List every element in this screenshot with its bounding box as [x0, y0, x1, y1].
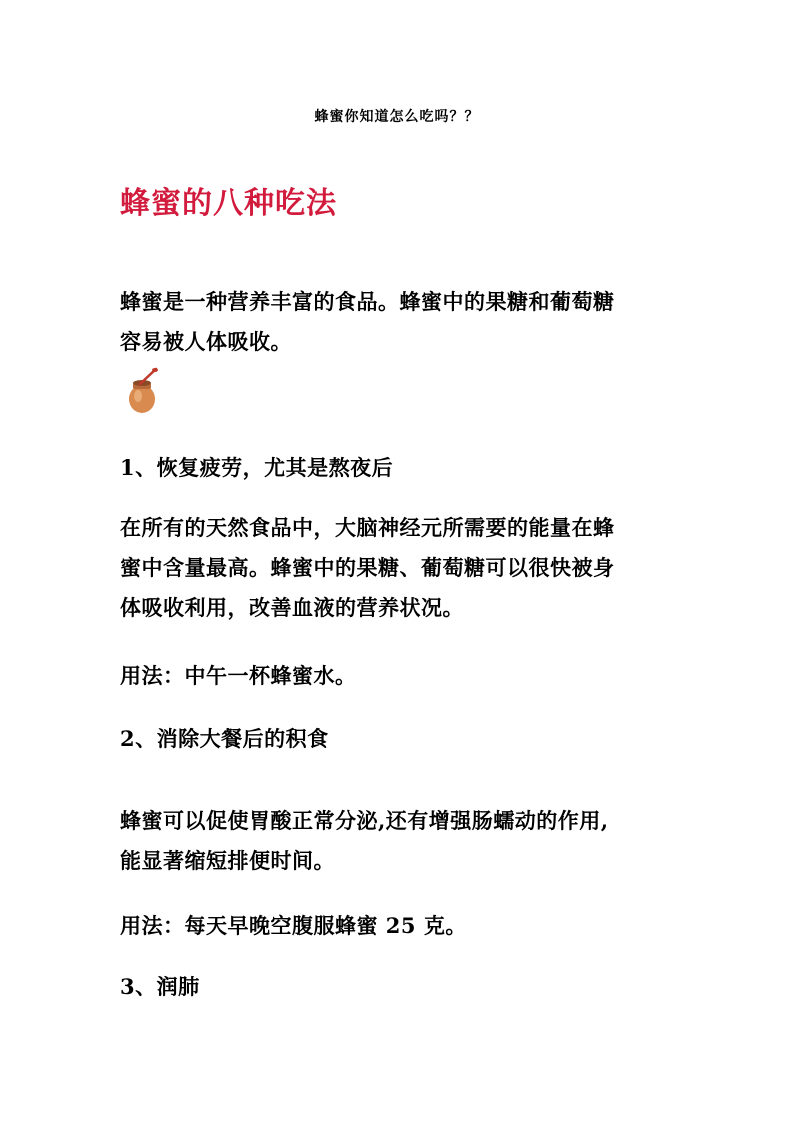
- honey-jar-icon: [122, 366, 162, 416]
- section-usage: 用法：每天早晚空腹服蜂蜜 25 克。: [120, 913, 467, 938]
- body-line: 蜜中含量最高。蜂蜜中的果糖、葡萄糖可以很快被身: [120, 555, 615, 580]
- intro-line: 蜂蜜是一种营养丰富的食品。蜂蜜中的果糖和葡萄糖: [120, 289, 615, 314]
- section-heading: 1、恢复疲劳，尤其是熬夜后: [120, 455, 394, 480]
- section-heading: 3、润肺: [120, 974, 200, 999]
- body-line: 能显著缩短排便时间。: [120, 848, 335, 873]
- page-title: 蜂蜜的八种吃法: [120, 186, 337, 221]
- intro-line: 容易被人体吸收。: [120, 329, 292, 354]
- section-body: [120, 801, 680, 881]
- section-usage: 用法：中午一杯蜂蜜水。: [120, 663, 357, 688]
- intro-paragraph: [120, 282, 680, 362]
- section-body: [120, 508, 680, 628]
- section-heading: 2、消除大餐后的积食: [120, 726, 329, 751]
- body-line: 在所有的天然食品中，大脑神经元所需要的能量在蜂: [120, 515, 615, 540]
- body-line: 体吸收利用，改善血液的营养状况。: [120, 595, 464, 620]
- body-line: 蜂蜜可以促使胃酸正常分泌,还有增强肠蠕动的作用,: [120, 808, 609, 833]
- page-header: 蜂蜜你知道怎么吃吗？？: [314, 109, 480, 125]
